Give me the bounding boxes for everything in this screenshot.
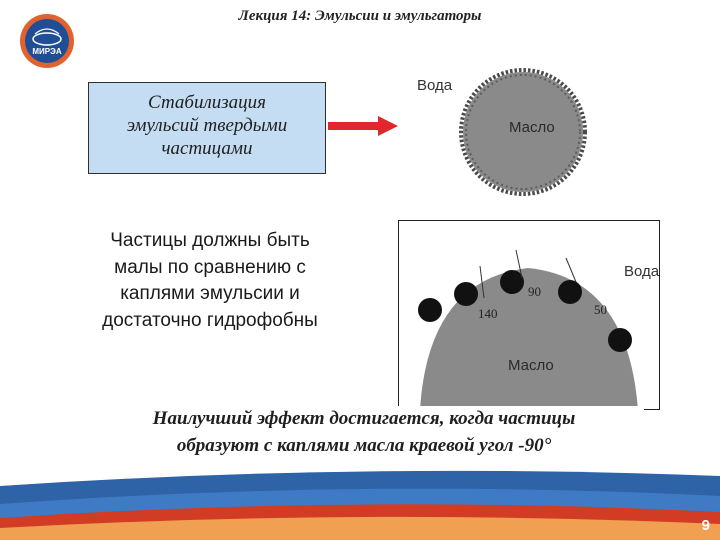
water-label: Вода <box>624 263 660 280</box>
angle-label: 90 <box>528 284 541 299</box>
decorative-footer-band <box>0 456 720 540</box>
water-label: Вода <box>417 77 453 94</box>
callout-line: Стабилизация <box>148 92 266 113</box>
mirea-logo <box>18 12 76 70</box>
page-number: 9 <box>701 517 710 534</box>
oil-label: Масло <box>509 119 555 136</box>
text-line: малы по сравнению с <box>114 256 306 278</box>
text-line: Наилучший эффект достигается, когда частицы <box>152 408 576 429</box>
particle <box>558 280 582 304</box>
angle-label: 50 <box>594 302 607 317</box>
particle-requirements-text <box>78 228 342 334</box>
conclusion-text <box>84 406 644 459</box>
callout-line: частицами <box>161 138 253 160</box>
text-line: образуют с каплями масла краевой угол -90° <box>176 434 552 456</box>
angle-label: 140 <box>478 306 498 321</box>
particle <box>500 270 524 294</box>
text-line: достаточно гидрофобны <box>102 309 318 331</box>
logo-text: МИРЭА <box>32 47 62 56</box>
callout-line: эмульсий твердыми <box>126 115 288 137</box>
arrow-right-icon <box>328 114 400 138</box>
particle <box>418 298 442 322</box>
droplet-diagram <box>405 60 595 210</box>
text-line: Частицы должны быть <box>110 230 310 251</box>
contact-angle-diagram <box>398 220 660 410</box>
particle <box>454 282 478 306</box>
text-line: каплями эмульсии и <box>120 283 300 305</box>
particle <box>608 328 632 352</box>
oil-label: Масло <box>508 357 554 374</box>
stabilization-callout <box>88 82 326 174</box>
page-title: Лекция 14: Эмульсии и эмульгаторы <box>238 8 482 24</box>
